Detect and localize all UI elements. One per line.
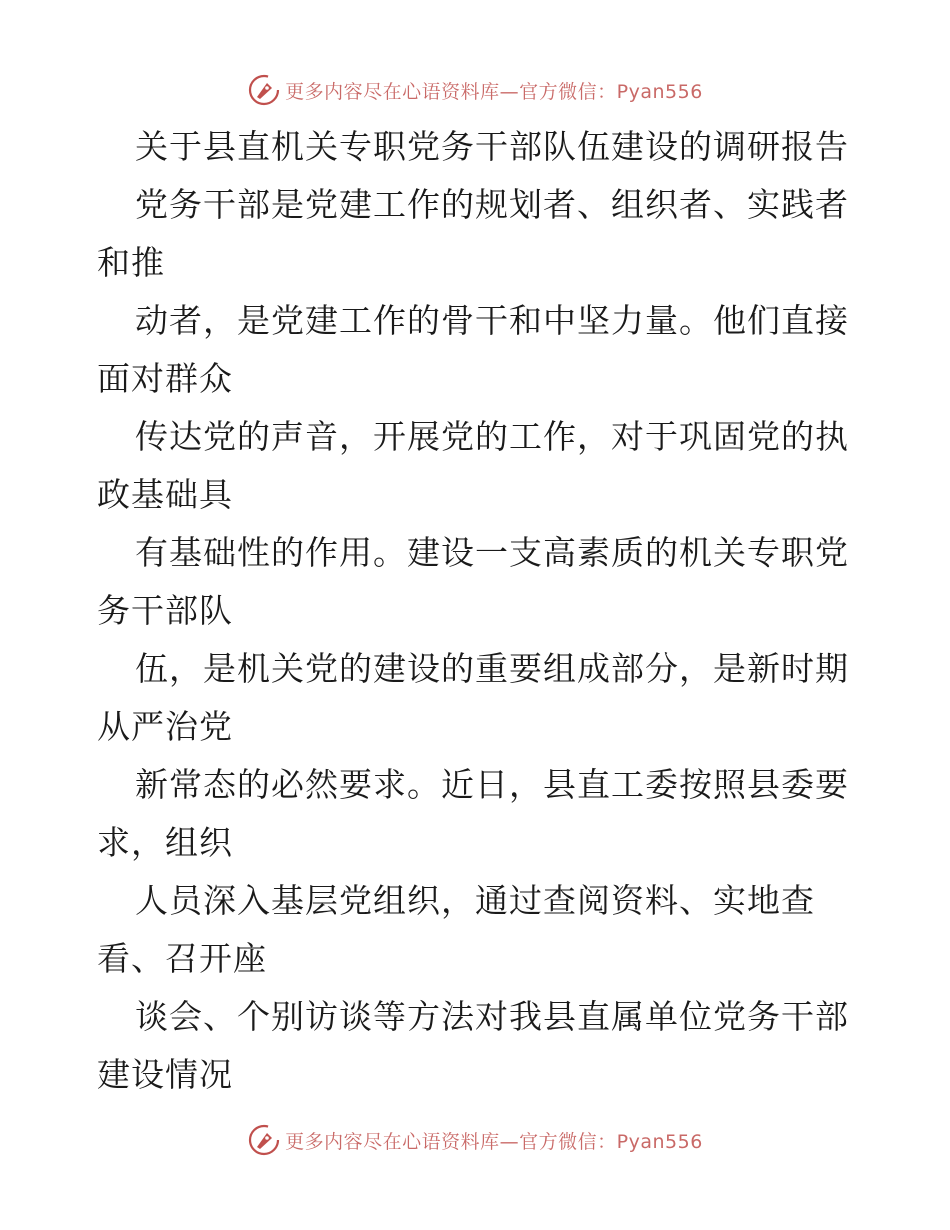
text-line: 传达党的声音，开展党的工作，对于巩固党的执: [135, 417, 849, 456]
document-title: 关于县直机关专职党务干部队伍建设的调研报告: [135, 127, 849, 166]
document-body: [97, 118, 857, 1104]
text-line: 和推: [97, 243, 165, 282]
text-line: 人员深入基层党组织，通过查阅资料、实地查: [135, 881, 815, 920]
text-line: 从严治党: [97, 707, 233, 746]
text-line: 动者，是党建工作的骨干和中坚力量。他们直接: [135, 301, 849, 340]
text-line: 务干部队: [97, 591, 233, 630]
header-banner-text: 更多内容尽在心语资料库—官方微信：Pyan556: [285, 80, 703, 103]
text-line: 党务干部是党建工作的规划者、组织者、实践者: [135, 185, 849, 224]
footer-banner: [0, 1120, 950, 1160]
text-line: 新常态的必然要求。近日，县直工委按照县委要: [135, 765, 849, 804]
pen-nib-logo-icon: [247, 1123, 281, 1157]
text-line: 有基础性的作用。建设一支高素质的机关专职党: [135, 533, 849, 572]
text-line: 面对群众: [97, 359, 233, 398]
footer-banner-text: 更多内容尽在心语资料库—官方微信：Pyan556: [285, 1130, 703, 1153]
pen-nib-logo-icon: [247, 73, 281, 107]
header-banner: [0, 70, 950, 110]
text-line: 谈会、个别访谈等方法对我县直属单位党务干部: [135, 997, 849, 1036]
text-line: 伍，是机关党的建设的重要组成部分，是新时期: [135, 649, 849, 688]
text-line: 建设情况: [97, 1055, 233, 1094]
text-line: 看、召开座: [97, 939, 267, 978]
text-line: 求，组织: [97, 823, 233, 862]
text-line: 政基础具: [97, 475, 233, 514]
